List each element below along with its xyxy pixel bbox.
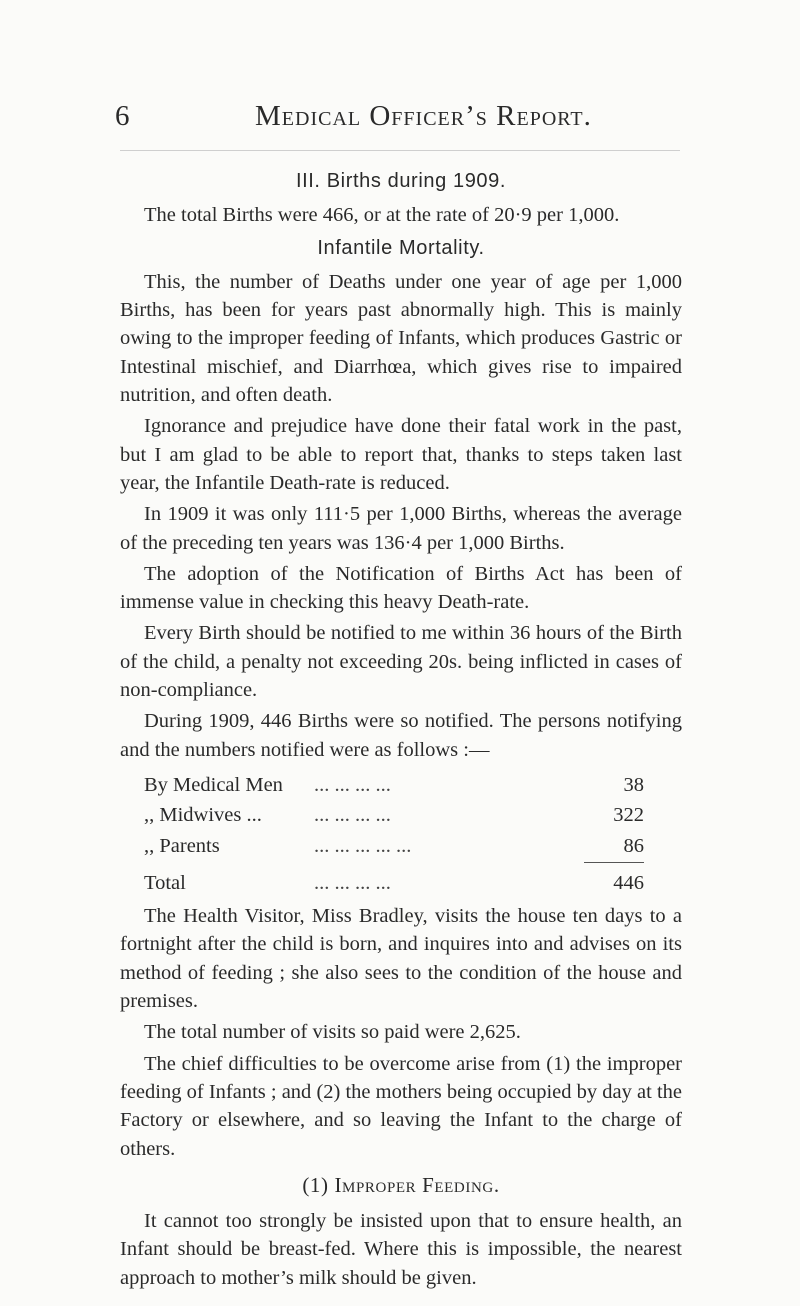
notified-count: 38 — [623, 773, 644, 796]
paragraph: The chief difficulties to be overcome arise from (1) the improper feeding of Infants ; and (2) the mothers being occupied by day at the Factory or elsewhere, and so leaving the Infant to the charge of others. — [120, 1052, 682, 1160]
body-text — [120, 163, 682, 1295]
paragraph: Every Birth should be notified to me within 36 hours of the Birth of the child, a penalty not exceeding 20s. being inflicted in cases of non-compliance. — [120, 622, 682, 702]
paragraph: The Health Visitor, Miss Bradley, visits the house ten days to a fortnight after the child is born, and inquires into and advises on its method of feeding ; she also sees to the condition of the house and premises. — [120, 905, 682, 1013]
page-number: 6 — [115, 100, 130, 132]
leader-dots: ... ... ... ... — [314, 773, 391, 796]
paragraph: In 1909 it was only 111·5 per 1,000 Births, whereas the average of the preceding ten years was 136·4 per 1,000 Births. — [120, 503, 682, 554]
notifier-label: ,, Midwives ... — [144, 804, 262, 827]
total-rule-row — [144, 861, 644, 868]
infantile-mortality-heading: Infantile Mortality. — [317, 236, 485, 259]
notified-count: 86 — [623, 834, 644, 857]
leader-dots: ... ... ... ... ... — [314, 834, 412, 857]
total-row — [144, 868, 644, 898]
births-heading: III. Births during 1909. — [295, 170, 507, 192]
table-row — [144, 831, 644, 861]
total-label: Total — [144, 871, 186, 894]
births-paragraph: The total Births were 466, or at the rate of 20·9 per 1,000. — [144, 204, 620, 227]
paragraph: Ignorance and prejudice have done their fatal work in the past, but I am glad to be able to report that, thanks to steps taken last year, the Infantile Death-rate is reduced. — [120, 415, 682, 494]
running-head — [0, 100, 800, 140]
notifier-label: ,, Parents — [144, 834, 220, 857]
notification-table — [144, 770, 644, 898]
header-rule — [120, 150, 680, 151]
leader-dots: ... ... ... ... — [314, 804, 391, 827]
paragraph: It cannot too strongly be insisted upon that to ensure health, an Infant should be breast-fed. Where this is impossible, the nearest approach to mother’s milk should be given. — [120, 1210, 682, 1289]
paragraph: The total number of visits so paid were 2,625. — [144, 1021, 521, 1044]
improper-feeding-heading: (1) Improper Feeding. — [302, 1172, 500, 1197]
leader-dots: ... ... ... ... — [314, 871, 391, 894]
total-rule — [584, 862, 644, 867]
notifier-label: By Medical Men — [144, 773, 283, 796]
paragraph: During 1909, 446 Births were so notified. The persons notifying and the numbers notified were as follows :— — [120, 710, 682, 761]
table-row — [144, 770, 644, 800]
total-value: 446 — [613, 871, 644, 894]
paragraph: This, the number of Deaths under one year of age per 1,000 Births, has been for years past abnormally high. This is mainly owing to the improper feeding of Infants, which produces Gastric or Intestinal mischief, and Diarrhœa, which gives rise to impaired nutrition, and often death. — [120, 270, 682, 407]
running-title: Medical Officer’s Report. — [255, 100, 592, 132]
notified-count: 322 — [613, 804, 644, 827]
paragraph: The adoption of the Notification of Births Act has been of immense value in checking this heavy Death-rate. — [120, 562, 682, 614]
table-row — [144, 800, 644, 830]
